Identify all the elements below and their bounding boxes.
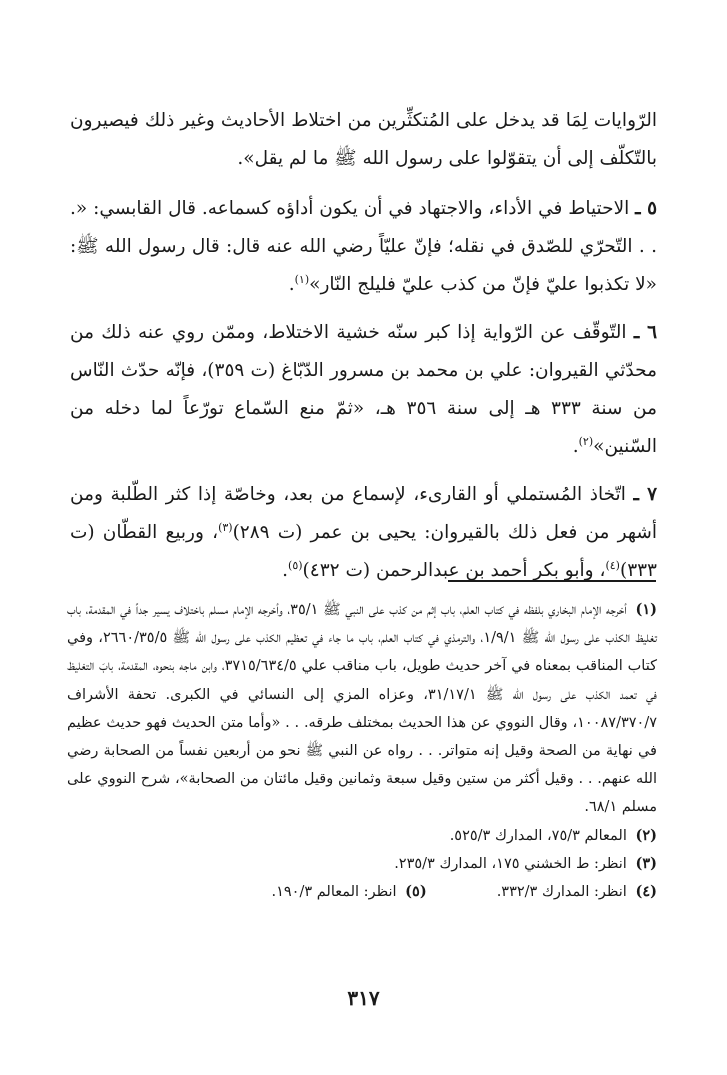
footnote-divider (448, 580, 656, 582)
item-number: ٥ ـ (635, 198, 657, 219)
footnote-text: أخرجه الإمام البخاري بلفظه في كتاب العلم، باب إثم من كذب على النبي ﷺ ٣٥/١، وأخرجه الإمام مسلم باختلاف يسير جداً في المقدمة، باب تغليظ الكذب على رسول الله ﷺ ١/٩/١، والترمذي في كتاب العلم، باب ما جاء في تعظيم الكذب على رسول الله ﷺ ٢٦٦٠/٣٥/٥، وفي كتاب المناقب بمعناه في آخر حديث طويل، باب مناقب علي ٣٧١٥/٦٣٤/٥، وابن ماجه بنحوه، المقدمة، بابَ التغليظ في تعمد الكذب على رسول الله ﷺ ٣١/١٧/١، وعزاه المزي إلى النسائي في الكبرى. تحفة الأشراف ١٠٠٨٧/٣٧٠/٧، وقال النووي عن هذا الحديث بمختلف طرقه. . . «وأما متن الحديث فهو حديث عظيم في نهاية من الصحة وقيل إنه متواتر. . . رواه عن النبي ﷺ نحو من أربعين نفساً من الصحابة رضي الله عنهم. . . وقيل أكثر من ستين وقيل سبعة وثمانين وقيل مائتان من الصحابة»، شرح النووي على مسلم ٦٨/١. (67, 602, 658, 816)
footnote-number: (١) (635, 601, 657, 618)
paragraph-item-7 (70, 476, 657, 590)
footnote-number: (٥) (405, 883, 427, 901)
footnote-text: انظر: ط الخشني ١٧٥، المدارك ٢٣٥/٣. (394, 855, 627, 872)
paragraph-end: . (572, 436, 579, 457)
footnote-ref[interactable]: (٤) (605, 558, 620, 572)
paragraph-text: الاحتياط في الأداء، والاجتهاد في أن يكون أداؤه كسماعه. قال القابسي: «. . . التّحرّي للصّدق في نقله؛ فإنّ عليّاً رضي الله عنه قال: قال رسول الله ﷺ: «لا تكذبوا عليّ فإنّ من كذب عليّ فليلج النّار» (70, 198, 657, 295)
paragraph-item-6 (70, 314, 657, 466)
page-number: ٣١٧ (347, 986, 380, 1010)
paragraph-text: اتّخاذ المُستملي أو القارىء، لإسماع من بعد، وخاصّة إذا كثر الطّلبة ومن أشهر من فعل ذلك بالقيروان: يحيى بن عمر (ت ٢٨٩) (70, 484, 657, 543)
footnote-number: (٢) (635, 826, 657, 844)
footnote-text: انظر: المدارك ٣٣٢/٣. (496, 884, 627, 901)
footnotes (67, 596, 657, 906)
footnote-2 (67, 822, 657, 850)
footnote-3 (67, 850, 657, 878)
footnote-number: (٣) (635, 854, 657, 872)
footnote-ref[interactable]: (٢) (578, 434, 594, 448)
paragraph-item-5 (70, 190, 657, 304)
footnote-text: المعالم ٧٥/٣، المدارك ٥٢٥/٣. (449, 827, 627, 844)
paragraph-text: ، وأبو بكر أحمد بن عبدالرحمن (ت ٤٣٢) (302, 560, 606, 581)
footnote-row-4-5 (67, 878, 657, 906)
footnote-text: انظر: المعالم ١٩٠/٣. (271, 884, 397, 901)
item-number: ٦ ـ (633, 322, 657, 343)
footnote-1 (67, 596, 657, 822)
footnote-5 (272, 878, 427, 906)
item-number: ٧ ـ (633, 484, 657, 505)
paragraph-text: التّوقّف عن الرّواية إذا كبر سنّه خشية الاختلاط، وممّن روي عنه ذلك من محدّثي القيروان: علي بن محمد بن مسرور الدّبّاغ (ت ٣٥٩)، فإنّه حدّث النّاس من سنة ٣٣٣ هـ إلى سنة ٣٥٦ هـ، «ثمّ منع السّماع تورّعاً لما دخله من السّنين» (70, 322, 657, 457)
footnote-number: (٤) (635, 883, 657, 901)
footnote-ref[interactable]: (٣) (218, 520, 233, 534)
footnote-4 (497, 878, 657, 906)
main-text (70, 102, 657, 600)
paragraph-continuation (70, 102, 657, 178)
footnote-ref[interactable]: (٥) (288, 558, 303, 572)
paragraph-end: . (288, 274, 295, 295)
paragraph-end: . (282, 560, 289, 581)
paragraph-text: الرّوايات لِمَا قد يدخل على المُتكثِّرين من اختلاط الأحاديث وغير ذلك فيصيرون بالتّكلّف إلى أن يتقوّلوا على رسول الله ﷺ ما لم يقل». (70, 110, 657, 169)
paragraph-text: ، وربيع القطّان (ت ٣٣٣) (70, 522, 657, 581)
footnote-ref[interactable]: (١) (294, 272, 310, 286)
